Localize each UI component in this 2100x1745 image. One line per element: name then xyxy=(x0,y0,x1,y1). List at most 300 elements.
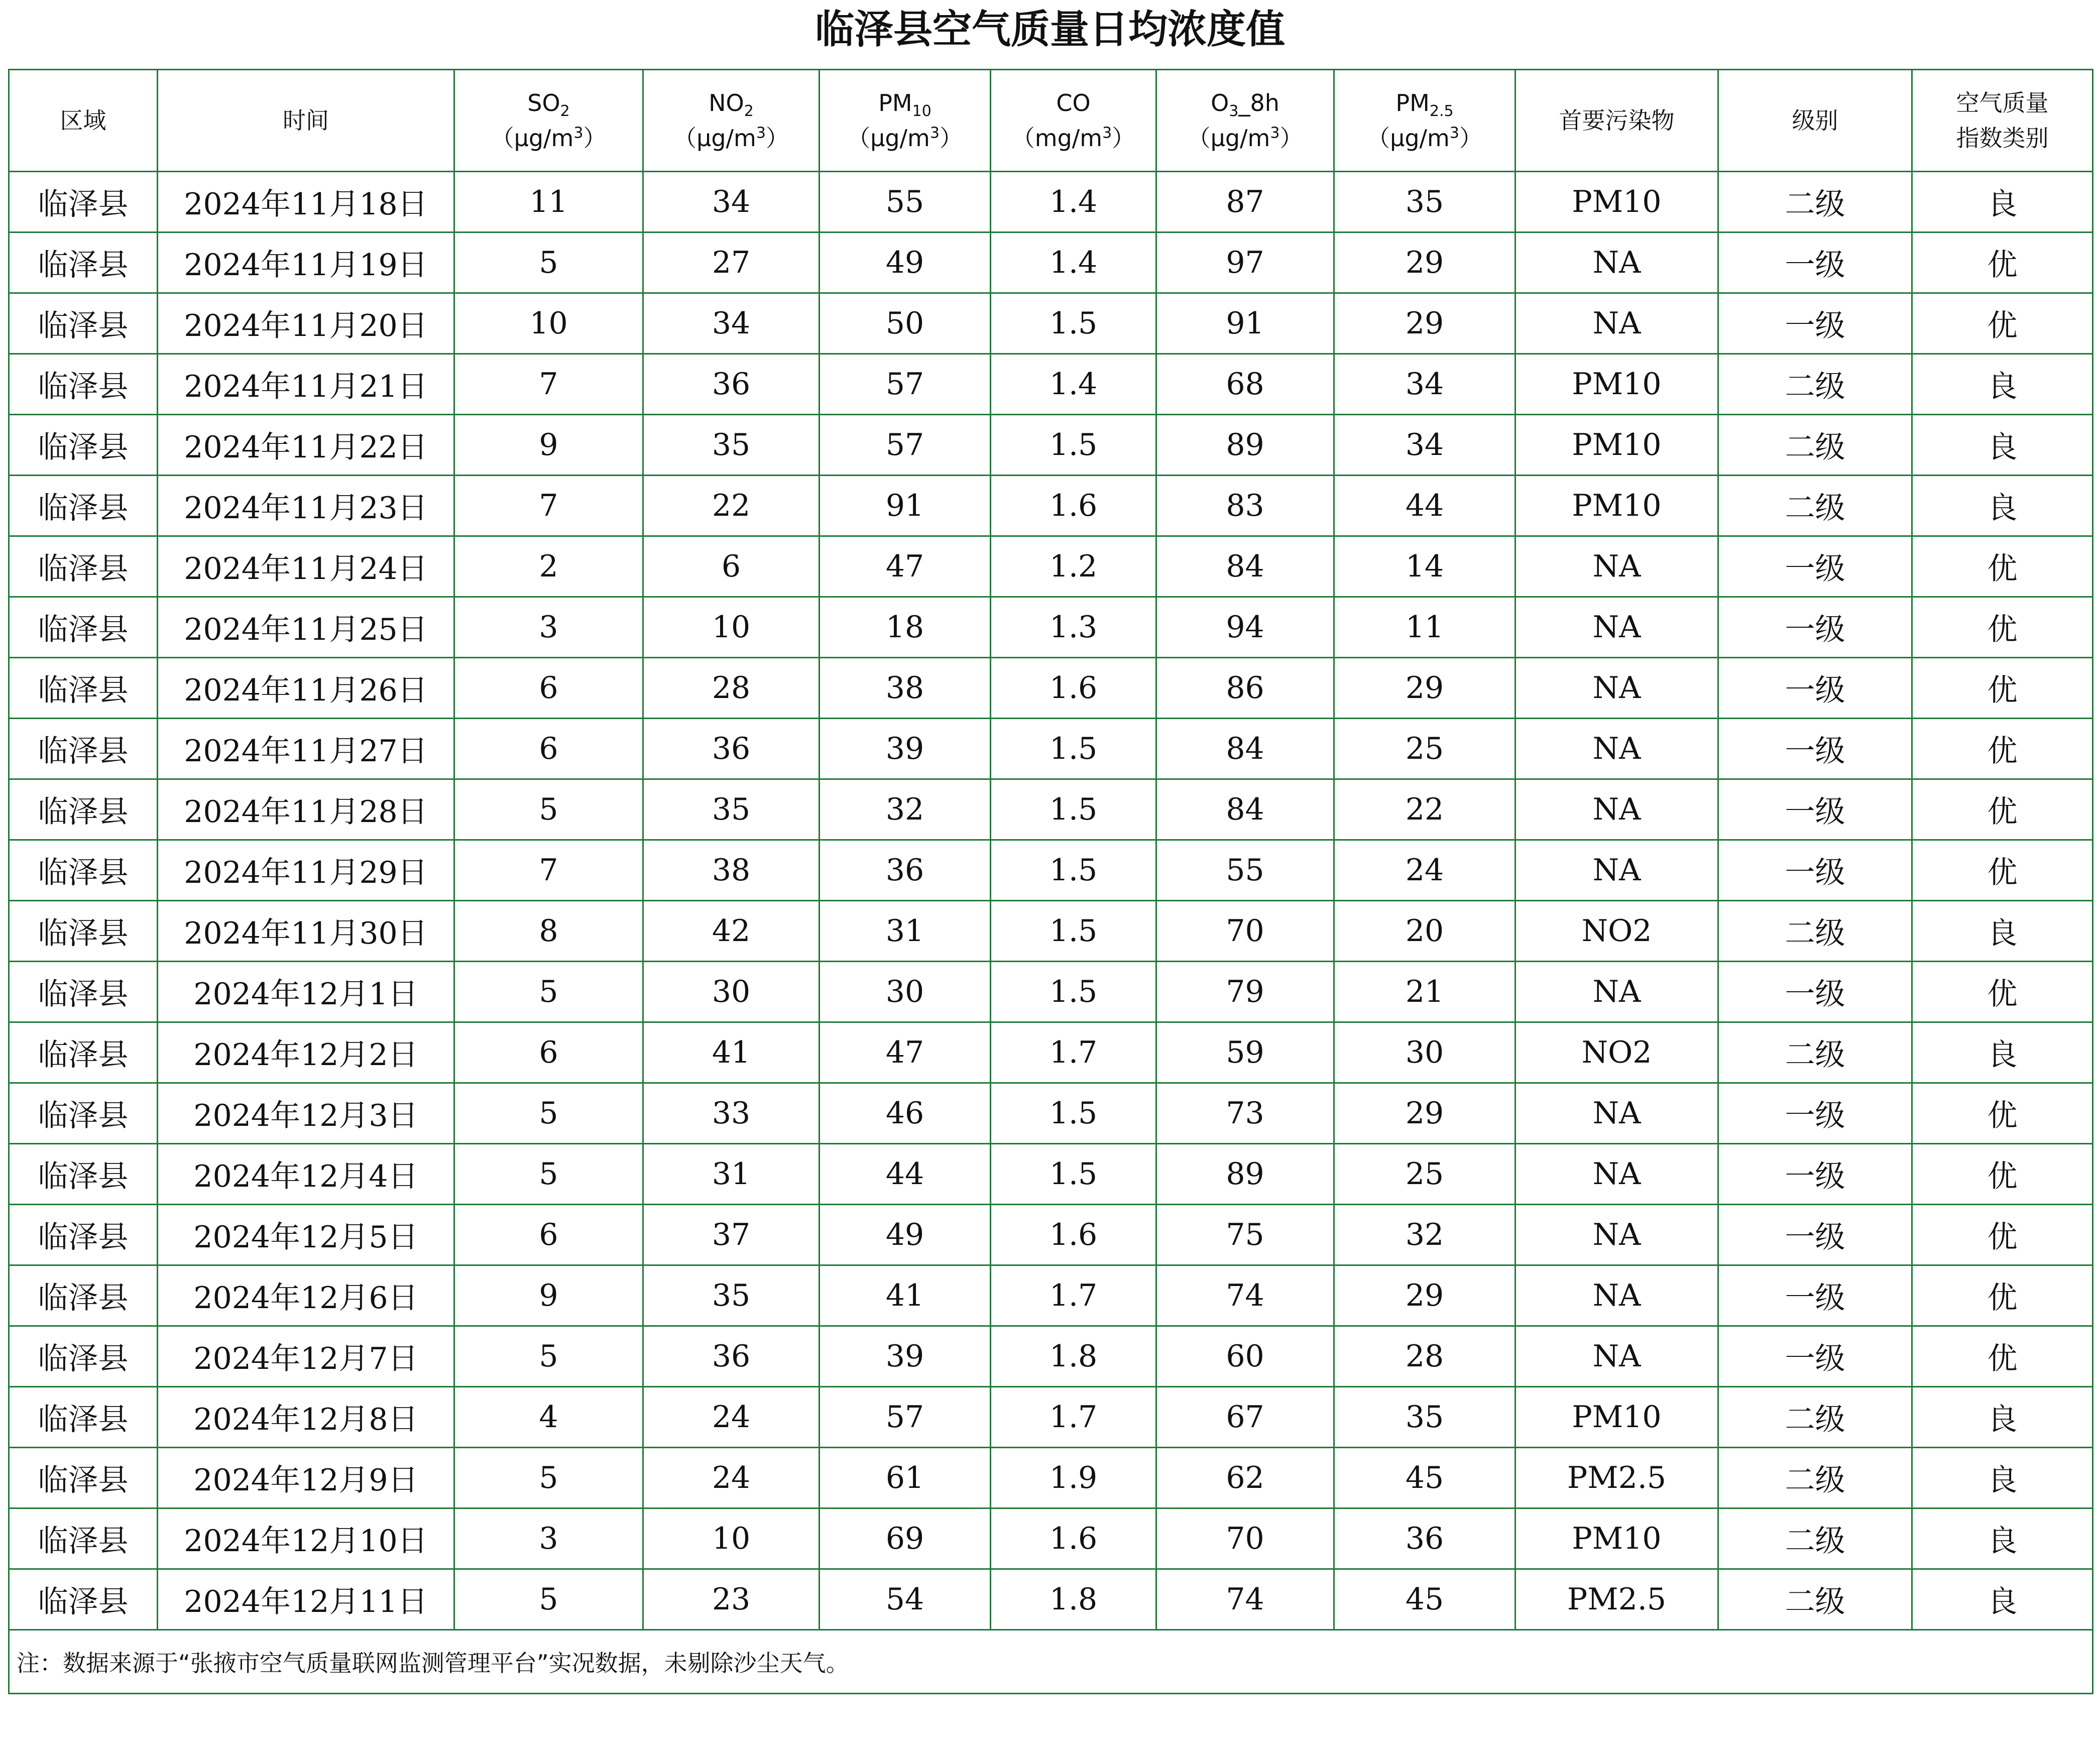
cell-primary-pollutant: NA xyxy=(1515,962,1718,1022)
cell-date: 2024年11月22日 xyxy=(158,415,454,476)
table-row xyxy=(9,476,2093,536)
source-note: 注：数据来源于“张掖市空气质量联网监测管理平台”实况数据，未剔除沙尘天气。 xyxy=(9,1630,2093,1694)
table-row xyxy=(9,172,2093,232)
cell-pm10: 32 xyxy=(820,779,991,840)
cell-o3-8h: 94 xyxy=(1156,597,1334,658)
cell-level: 二级 xyxy=(1718,476,1912,536)
cell-primary-pollutant: PM10 xyxy=(1515,476,1718,536)
cell-co: 1.8 xyxy=(991,1569,1156,1630)
cell-no2: 34 xyxy=(643,293,820,354)
cell-region: 临泽县 xyxy=(9,293,158,354)
cell-aqi-category: 良 xyxy=(1912,476,2093,536)
cell-so2: 5 xyxy=(454,1144,643,1205)
cell-aqi-category: 优 xyxy=(1912,232,2093,293)
cell-region: 临泽县 xyxy=(9,354,158,415)
cell-level: 一级 xyxy=(1718,1326,1912,1387)
cell-pm10: 36 xyxy=(820,840,991,901)
cell-o3-8h: 83 xyxy=(1156,476,1334,536)
cell-level: 一级 xyxy=(1718,962,1912,1022)
cell-level: 二级 xyxy=(1718,415,1912,476)
cell-date: 2024年11月19日 xyxy=(158,232,454,293)
cell-pm10: 54 xyxy=(820,1569,991,1630)
cell-region: 临泽县 xyxy=(9,476,158,536)
table-row xyxy=(9,962,2093,1022)
cell-region: 临泽县 xyxy=(9,415,158,476)
cell-pm10: 31 xyxy=(820,901,991,962)
cell-aqi-category: 优 xyxy=(1912,1205,2093,1265)
cell-aqi-category: 良 xyxy=(1912,1022,2093,1083)
cell-o3-8h: 84 xyxy=(1156,719,1334,779)
cell-so2: 2 xyxy=(454,536,643,597)
cell-co: 1.6 xyxy=(991,658,1156,719)
cell-no2: 35 xyxy=(643,415,820,476)
cell-so2: 6 xyxy=(454,1022,643,1083)
cell-pm25: 29 xyxy=(1334,293,1515,354)
header-pm25-unit-close: ） xyxy=(1459,125,1482,152)
cell-no2: 42 xyxy=(643,901,820,962)
cell-level: 一级 xyxy=(1718,1265,1912,1326)
header-so2-unit-close: ） xyxy=(583,125,607,152)
cell-pm10: 91 xyxy=(820,476,991,536)
cell-o3-8h: 75 xyxy=(1156,1205,1334,1265)
cell-pm10: 30 xyxy=(820,962,991,1022)
cell-region: 临泽县 xyxy=(9,1022,158,1083)
cell-aqi-category: 优 xyxy=(1912,719,2093,779)
cell-level: 一级 xyxy=(1718,719,1912,779)
cell-pm25: 30 xyxy=(1334,1022,1515,1083)
cell-aqi-category: 良 xyxy=(1912,1569,2093,1630)
cell-date: 2024年11月24日 xyxy=(158,536,454,597)
cell-date: 2024年12月4日 xyxy=(158,1144,454,1205)
cell-primary-pollutant: PM2.5 xyxy=(1515,1569,1718,1630)
header-pm25-unit-sup: 3 xyxy=(1449,124,1459,142)
cell-aqi-category: 良 xyxy=(1912,1387,2093,1448)
cell-pm25: 35 xyxy=(1334,172,1515,232)
cell-o3-8h: 84 xyxy=(1156,536,1334,597)
cell-so2: 5 xyxy=(454,1083,643,1144)
cell-level: 二级 xyxy=(1718,1508,1912,1569)
cell-date: 2024年12月6日 xyxy=(158,1265,454,1326)
cell-o3-8h: 79 xyxy=(1156,962,1334,1022)
cell-level: 二级 xyxy=(1718,354,1912,415)
cell-date: 2024年12月8日 xyxy=(158,1387,454,1448)
cell-pm25: 29 xyxy=(1334,1083,1515,1144)
header-aqi-category-line2: 指数类别 xyxy=(1956,125,2049,152)
cell-date: 2024年12月2日 xyxy=(158,1022,454,1083)
cell-pm10: 57 xyxy=(820,415,991,476)
cell-pm25: 36 xyxy=(1334,1508,1515,1569)
cell-date: 2024年11月18日 xyxy=(158,172,454,232)
cell-no2: 28 xyxy=(643,658,820,719)
cell-primary-pollutant: NO2 xyxy=(1515,901,1718,962)
cell-pm10: 57 xyxy=(820,354,991,415)
cell-primary-pollutant: NO2 xyxy=(1515,1022,1718,1083)
header-pm25-unit: （μg/m xyxy=(1367,125,1450,152)
cell-aqi-category: 优 xyxy=(1912,840,2093,901)
table-row xyxy=(9,1448,2093,1508)
cell-pm25: 32 xyxy=(1334,1205,1515,1265)
cell-so2: 5 xyxy=(454,962,643,1022)
cell-so2: 5 xyxy=(454,232,643,293)
table-row xyxy=(9,1508,2093,1569)
cell-pm25: 34 xyxy=(1334,354,1515,415)
cell-co: 1.5 xyxy=(991,779,1156,840)
cell-region: 临泽县 xyxy=(9,840,158,901)
cell-date: 2024年11月26日 xyxy=(158,658,454,719)
header-so2-sub: 2 xyxy=(560,102,570,121)
cell-no2: 35 xyxy=(643,1265,820,1326)
header-co-base: CO xyxy=(1056,89,1091,117)
cell-pm10: 49 xyxy=(820,232,991,293)
cell-date: 2024年11月29日 xyxy=(158,840,454,901)
cell-pm10: 50 xyxy=(820,293,991,354)
cell-pm10: 18 xyxy=(820,597,991,658)
cell-primary-pollutant: NA xyxy=(1515,293,1718,354)
cell-o3-8h: 67 xyxy=(1156,1387,1334,1448)
cell-o3-8h: 60 xyxy=(1156,1326,1334,1387)
cell-o3-8h: 86 xyxy=(1156,658,1334,719)
cell-level: 二级 xyxy=(1718,901,1912,962)
cell-level: 一级 xyxy=(1718,232,1912,293)
cell-aqi-category: 良 xyxy=(1912,901,2093,962)
cell-aqi-category: 优 xyxy=(1912,779,2093,840)
header-aqi-category-line1: 空气质量 xyxy=(1956,89,2049,117)
cell-so2: 5 xyxy=(454,1448,643,1508)
cell-pm25: 44 xyxy=(1334,476,1515,536)
cell-so2: 7 xyxy=(454,354,643,415)
cell-level: 二级 xyxy=(1718,172,1912,232)
cell-pm25: 29 xyxy=(1334,232,1515,293)
table-row xyxy=(9,293,2093,354)
table-row xyxy=(9,1144,2093,1205)
cell-level: 一级 xyxy=(1718,779,1912,840)
header-pm25 xyxy=(1334,70,1515,172)
cell-date: 2024年11月28日 xyxy=(158,779,454,840)
cell-aqi-category: 良 xyxy=(1912,1508,2093,1569)
cell-co: 1.5 xyxy=(991,962,1156,1022)
cell-primary-pollutant: NA xyxy=(1515,1144,1718,1205)
cell-so2: 5 xyxy=(454,1326,643,1387)
header-co-unit-sup: 3 xyxy=(1102,124,1112,142)
cell-pm25: 25 xyxy=(1334,1144,1515,1205)
cell-level: 二级 xyxy=(1718,1569,1912,1630)
table-row xyxy=(9,840,2093,901)
cell-primary-pollutant: NA xyxy=(1515,658,1718,719)
cell-so2: 11 xyxy=(454,172,643,232)
cell-o3-8h: 97 xyxy=(1156,232,1334,293)
table-body xyxy=(9,172,2093,1630)
header-o3-base: O xyxy=(1211,89,1229,117)
cell-so2: 6 xyxy=(454,658,643,719)
cell-level: 一级 xyxy=(1718,658,1912,719)
cell-co: 1.4 xyxy=(991,354,1156,415)
cell-no2: 31 xyxy=(643,1144,820,1205)
cell-primary-pollutant: PM10 xyxy=(1515,172,1718,232)
cell-pm10: 55 xyxy=(820,172,991,232)
cell-no2: 30 xyxy=(643,962,820,1022)
air-quality-table xyxy=(8,69,2093,1694)
cell-date: 2024年11月30日 xyxy=(158,901,454,962)
header-no2-unit-sup: 3 xyxy=(756,124,766,142)
cell-no2: 33 xyxy=(643,1083,820,1144)
cell-date: 2024年11月21日 xyxy=(158,354,454,415)
cell-region: 临泽县 xyxy=(9,779,158,840)
cell-primary-pollutant: PM10 xyxy=(1515,354,1718,415)
cell-no2: 36 xyxy=(643,719,820,779)
cell-level: 一级 xyxy=(1718,536,1912,597)
header-so2-unit-sup: 3 xyxy=(573,124,584,142)
header-aqi-category xyxy=(1912,70,2093,172)
cell-pm25: 28 xyxy=(1334,1326,1515,1387)
cell-primary-pollutant: NA xyxy=(1515,1265,1718,1326)
cell-level: 一级 xyxy=(1718,1205,1912,1265)
cell-o3-8h: 62 xyxy=(1156,1448,1334,1508)
cell-aqi-category: 优 xyxy=(1912,962,2093,1022)
cell-pm25: 34 xyxy=(1334,415,1515,476)
header-primary-pollutant: 首要污染物 xyxy=(1515,70,1718,172)
cell-region: 临泽县 xyxy=(9,536,158,597)
cell-no2: 35 xyxy=(643,779,820,840)
header-co xyxy=(991,70,1156,172)
cell-co: 1.5 xyxy=(991,1083,1156,1144)
cell-region: 临泽县 xyxy=(9,597,158,658)
cell-pm10: 44 xyxy=(820,1144,991,1205)
cell-o3-8h: 59 xyxy=(1156,1022,1334,1083)
header-pm25-base: PM xyxy=(1395,89,1430,117)
cell-pm10: 47 xyxy=(820,1022,991,1083)
cell-o3-8h: 74 xyxy=(1156,1265,1334,1326)
header-pm10-sub: 10 xyxy=(912,102,931,121)
cell-so2: 5 xyxy=(454,779,643,840)
cell-o3-8h: 70 xyxy=(1156,1508,1334,1569)
cell-aqi-category: 优 xyxy=(1912,1144,2093,1205)
cell-so2: 7 xyxy=(454,476,643,536)
header-pm10-base: PM xyxy=(878,89,912,117)
cell-primary-pollutant: PM10 xyxy=(1515,1508,1718,1569)
cell-o3-8h: 74 xyxy=(1156,1569,1334,1630)
cell-no2: 22 xyxy=(643,476,820,536)
table-row xyxy=(9,232,2093,293)
cell-region: 临泽县 xyxy=(9,1387,158,1448)
header-co-unit: （mg/m xyxy=(1011,125,1103,152)
cell-aqi-category: 良 xyxy=(1912,415,2093,476)
cell-pm25: 29 xyxy=(1334,658,1515,719)
table-row xyxy=(9,415,2093,476)
cell-o3-8h: 73 xyxy=(1156,1083,1334,1144)
cell-co: 1.7 xyxy=(991,1265,1156,1326)
cell-co: 1.5 xyxy=(991,415,1156,476)
cell-no2: 38 xyxy=(643,840,820,901)
cell-pm25: 14 xyxy=(1334,536,1515,597)
cell-level: 二级 xyxy=(1718,1022,1912,1083)
cell-pm10: 49 xyxy=(820,1205,991,1265)
cell-primary-pollutant: NA xyxy=(1515,1083,1718,1144)
cell-pm10: 47 xyxy=(820,536,991,597)
cell-no2: 24 xyxy=(643,1387,820,1448)
cell-so2: 9 xyxy=(454,1265,643,1326)
table-row xyxy=(9,1205,2093,1265)
cell-o3-8h: 70 xyxy=(1156,901,1334,962)
cell-no2: 10 xyxy=(643,597,820,658)
cell-level: 二级 xyxy=(1718,1448,1912,1508)
cell-no2: 10 xyxy=(643,1508,820,1569)
cell-region: 临泽县 xyxy=(9,172,158,232)
table-row xyxy=(9,658,2093,719)
cell-region: 临泽县 xyxy=(9,719,158,779)
cell-no2: 24 xyxy=(643,1448,820,1508)
cell-no2: 34 xyxy=(643,172,820,232)
cell-level: 一级 xyxy=(1718,293,1912,354)
cell-so2: 6 xyxy=(454,719,643,779)
cell-region: 临泽县 xyxy=(9,1569,158,1630)
table-row xyxy=(9,901,2093,962)
header-so2 xyxy=(454,70,643,172)
header-row xyxy=(9,70,2093,172)
cell-pm25: 22 xyxy=(1334,779,1515,840)
cell-pm25: 24 xyxy=(1334,840,1515,901)
cell-no2: 6 xyxy=(643,536,820,597)
header-o3-unit-sup: 3 xyxy=(1270,124,1280,142)
cell-co: 1.3 xyxy=(991,597,1156,658)
cell-pm10: 41 xyxy=(820,1265,991,1326)
cell-primary-pollutant: NA xyxy=(1515,1205,1718,1265)
cell-aqi-category: 良 xyxy=(1912,172,2093,232)
cell-co: 1.6 xyxy=(991,1205,1156,1265)
cell-date: 2024年11月23日 xyxy=(158,476,454,536)
cell-primary-pollutant: PM2.5 xyxy=(1515,1448,1718,1508)
cell-pm25: 35 xyxy=(1334,1387,1515,1448)
cell-so2: 7 xyxy=(454,840,643,901)
cell-date: 2024年12月3日 xyxy=(158,1083,454,1144)
cell-primary-pollutant: PM10 xyxy=(1515,1387,1718,1448)
cell-so2: 4 xyxy=(454,1387,643,1448)
table-row xyxy=(9,1083,2093,1144)
header-pm10-unit: （μg/m xyxy=(847,125,930,152)
cell-pm25: 11 xyxy=(1334,597,1515,658)
cell-region: 临泽县 xyxy=(9,232,158,293)
cell-pm25: 45 xyxy=(1334,1569,1515,1630)
cell-primary-pollutant: NA xyxy=(1515,536,1718,597)
cell-o3-8h: 89 xyxy=(1156,1144,1334,1205)
cell-aqi-category: 优 xyxy=(1912,293,2093,354)
cell-aqi-category: 良 xyxy=(1912,1448,2093,1508)
header-o3-suffix: _8h xyxy=(1238,89,1279,117)
cell-level: 二级 xyxy=(1718,1387,1912,1448)
cell-no2: 41 xyxy=(643,1022,820,1083)
header-no2 xyxy=(643,70,820,172)
header-so2-base: SO xyxy=(527,89,560,117)
cell-o3-8h: 91 xyxy=(1156,293,1334,354)
header-no2-unit: （μg/m xyxy=(673,125,756,152)
cell-so2: 3 xyxy=(454,1508,643,1569)
cell-no2: 27 xyxy=(643,232,820,293)
cell-aqi-category: 优 xyxy=(1912,658,2093,719)
table-row xyxy=(9,597,2093,658)
cell-primary-pollutant: PM10 xyxy=(1515,415,1718,476)
cell-co: 1.5 xyxy=(991,840,1156,901)
cell-co: 1.7 xyxy=(991,1022,1156,1083)
cell-date: 2024年12月5日 xyxy=(158,1205,454,1265)
header-no2-base: NO xyxy=(709,89,744,117)
note-row xyxy=(9,1630,2093,1694)
cell-pm25: 20 xyxy=(1334,901,1515,962)
cell-pm25: 45 xyxy=(1334,1448,1515,1508)
cell-co: 1.5 xyxy=(991,293,1156,354)
header-o3-sub: 3 xyxy=(1229,102,1239,121)
table-row xyxy=(9,1265,2093,1326)
cell-region: 临泽县 xyxy=(9,962,158,1022)
cell-level: 一级 xyxy=(1718,1144,1912,1205)
cell-region: 临泽县 xyxy=(9,1083,158,1144)
cell-pm25: 25 xyxy=(1334,719,1515,779)
cell-date: 2024年12月9日 xyxy=(158,1448,454,1508)
cell-pm10: 69 xyxy=(820,1508,991,1569)
cell-aqi-category: 良 xyxy=(1912,354,2093,415)
cell-primary-pollutant: NA xyxy=(1515,840,1718,901)
cell-pm10: 61 xyxy=(820,1448,991,1508)
cell-pm25: 21 xyxy=(1334,962,1515,1022)
cell-aqi-category: 优 xyxy=(1912,536,2093,597)
table-row xyxy=(9,354,2093,415)
table-row xyxy=(9,779,2093,840)
header-co-unit-close: ） xyxy=(1112,125,1135,152)
cell-pm10: 57 xyxy=(820,1387,991,1448)
table-row xyxy=(9,1387,2093,1448)
cell-level: 一级 xyxy=(1718,840,1912,901)
cell-date: 2024年12月10日 xyxy=(158,1508,454,1569)
cell-pm25: 29 xyxy=(1334,1265,1515,1326)
cell-so2: 3 xyxy=(454,597,643,658)
cell-so2: 6 xyxy=(454,1205,643,1265)
cell-aqi-category: 优 xyxy=(1912,1326,2093,1387)
cell-pm10: 39 xyxy=(820,1326,991,1387)
header-region: 区域 xyxy=(9,70,158,172)
header-o3 xyxy=(1156,70,1334,172)
cell-co: 1.5 xyxy=(991,719,1156,779)
cell-level: 一级 xyxy=(1718,597,1912,658)
cell-co: 1.6 xyxy=(991,476,1156,536)
cell-co: 1.7 xyxy=(991,1387,1156,1448)
cell-region: 临泽县 xyxy=(9,1205,158,1265)
cell-region: 临泽县 xyxy=(9,1144,158,1205)
cell-no2: 36 xyxy=(643,1326,820,1387)
table-row xyxy=(9,719,2093,779)
cell-no2: 23 xyxy=(643,1569,820,1630)
cell-aqi-category: 优 xyxy=(1912,1265,2093,1326)
cell-o3-8h: 68 xyxy=(1156,354,1334,415)
header-pm10-unit-close: ） xyxy=(939,125,963,152)
cell-o3-8h: 84 xyxy=(1156,779,1334,840)
cell-region: 临泽县 xyxy=(9,901,158,962)
cell-no2: 36 xyxy=(643,354,820,415)
cell-co: 1.9 xyxy=(991,1448,1156,1508)
header-level: 级别 xyxy=(1718,70,1912,172)
cell-region: 临泽县 xyxy=(9,1326,158,1387)
cell-primary-pollutant: NA xyxy=(1515,597,1718,658)
cell-region: 临泽县 xyxy=(9,1508,158,1569)
cell-co: 1.4 xyxy=(991,232,1156,293)
cell-pm10: 39 xyxy=(820,719,991,779)
cell-pm10: 46 xyxy=(820,1083,991,1144)
header-o3-unit-close: ） xyxy=(1279,125,1303,152)
cell-date: 2024年12月11日 xyxy=(158,1569,454,1630)
cell-so2: 9 xyxy=(454,415,643,476)
cell-date: 2024年12月7日 xyxy=(158,1326,454,1387)
cell-co: 1.5 xyxy=(991,901,1156,962)
page-title: 临泽县空气质量日均浓度值 xyxy=(814,7,1285,52)
cell-o3-8h: 87 xyxy=(1156,172,1334,232)
cell-co: 1.8 xyxy=(991,1326,1156,1387)
